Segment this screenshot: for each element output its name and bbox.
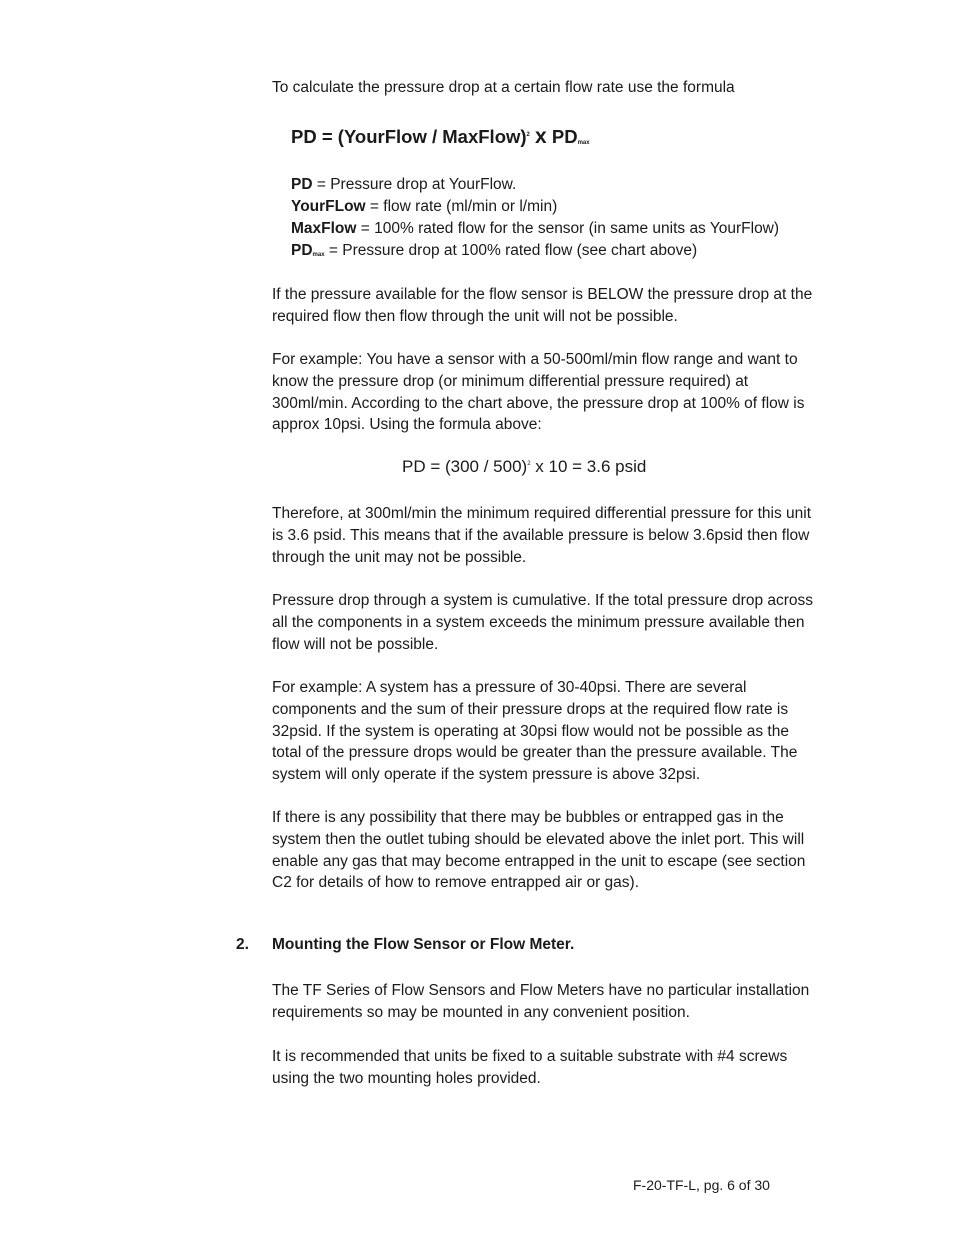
section-heading [236, 936, 574, 954]
definition-desc: = 100% rated flow for the sensor (in same units as YourFlow) [356, 220, 780, 237]
formula-definitions [291, 174, 831, 266]
page-footer: F-20-TF-L, pg. 6 of 30 [633, 1177, 770, 1193]
example-rhs: x 10 = 3.6 psid [530, 457, 647, 476]
definition-desc: = Pressure drop at 100% rated flow (see chart above) [324, 242, 698, 259]
intro-text: To calculate the pressure drop at a certain flow rate use the formula [272, 79, 735, 96]
section-number: 2. [236, 936, 249, 953]
example-lhs: PD = (300 / 500) [402, 457, 528, 476]
definition-desc: = flow rate (ml/min or l/min) [365, 198, 558, 215]
example-calculation [402, 457, 646, 477]
example-exponent: 2 [527, 461, 531, 467]
formula-times: x [535, 125, 547, 148]
definition-row [291, 174, 831, 196]
paragraph-entrapped-gas: If there is any possibility that there may be bubbles or entrapped gas in the system then the outlet tubing should be elevated above the inlet port. This will enable any gas that may become entrapped in the unit to escape (see section C2 for details of how to remove entrapped air or gas). [272, 809, 806, 892]
definition-subscript: max [312, 252, 325, 258]
definition-term: PD [291, 242, 313, 259]
definition-row [291, 218, 831, 240]
section-title: Mounting the Flow Sensor or Flow Meter. [272, 936, 575, 953]
definition-term: PD [291, 176, 313, 193]
paragraph-cumulative: Pressure drop through a system is cumulative. If the total pressure drop across all the components in a system exceeds the minimum pressure available then flow will not be possible. [272, 592, 814, 653]
definition-row [291, 196, 831, 218]
definition-term: MaxFlow [291, 220, 357, 237]
formula-pd-subscript: max [577, 140, 590, 146]
definition-row [291, 240, 831, 266]
formula-pd: PD [551, 126, 578, 147]
pressure-drop-formula [291, 125, 590, 149]
paragraph-example-system: For example: A system has a pressure of 30-40psi. There are several components and the sum of their pressure drops at the required flow rate is 32psid. If the system is operating at 30psi flow would not be possible as the total of the pressure drops would be greater than the pressure available. The system will only operate if the system pressure is above 32psi. [272, 679, 798, 784]
formula-lhs: PD = (YourFlow / MaxFlow) [291, 126, 527, 147]
definition-desc: = Pressure drop at YourFlow. [312, 176, 517, 193]
paragraph-therefore: Therefore, at 300ml/min the minimum required differential pressure for this unit is 3.6 psid. This means that if the available pressure is below 3.6psid then flow through the unit may not be possible. [272, 505, 812, 566]
definition-term: YourFLow [291, 198, 366, 215]
formula-exponent: 2 [526, 132, 530, 138]
paragraph-pressure-below: If the pressure available for the flow sensor is BELOW the pressure drop at the required flow then flow through the unit will not be possible. [272, 286, 813, 325]
paragraph-screws: It is recommended that units be fixed to a suitable substrate with #4 screws using the two mounting holes provided. [272, 1048, 788, 1087]
paragraph-example-sensor: For example: You have a sensor with a 50-500ml/min flow range and want to know the pressure drop (or minimum differential pressure required) at 300ml/min. According to the chart above, the pressure drop at 100% of flow is approx 10psi. Using the formula above: [272, 351, 805, 434]
paragraph-mounting: The TF Series of Flow Sensors and Flow Meters have no particular installation requirements so may be mounted in any convenient position. [272, 982, 810, 1021]
